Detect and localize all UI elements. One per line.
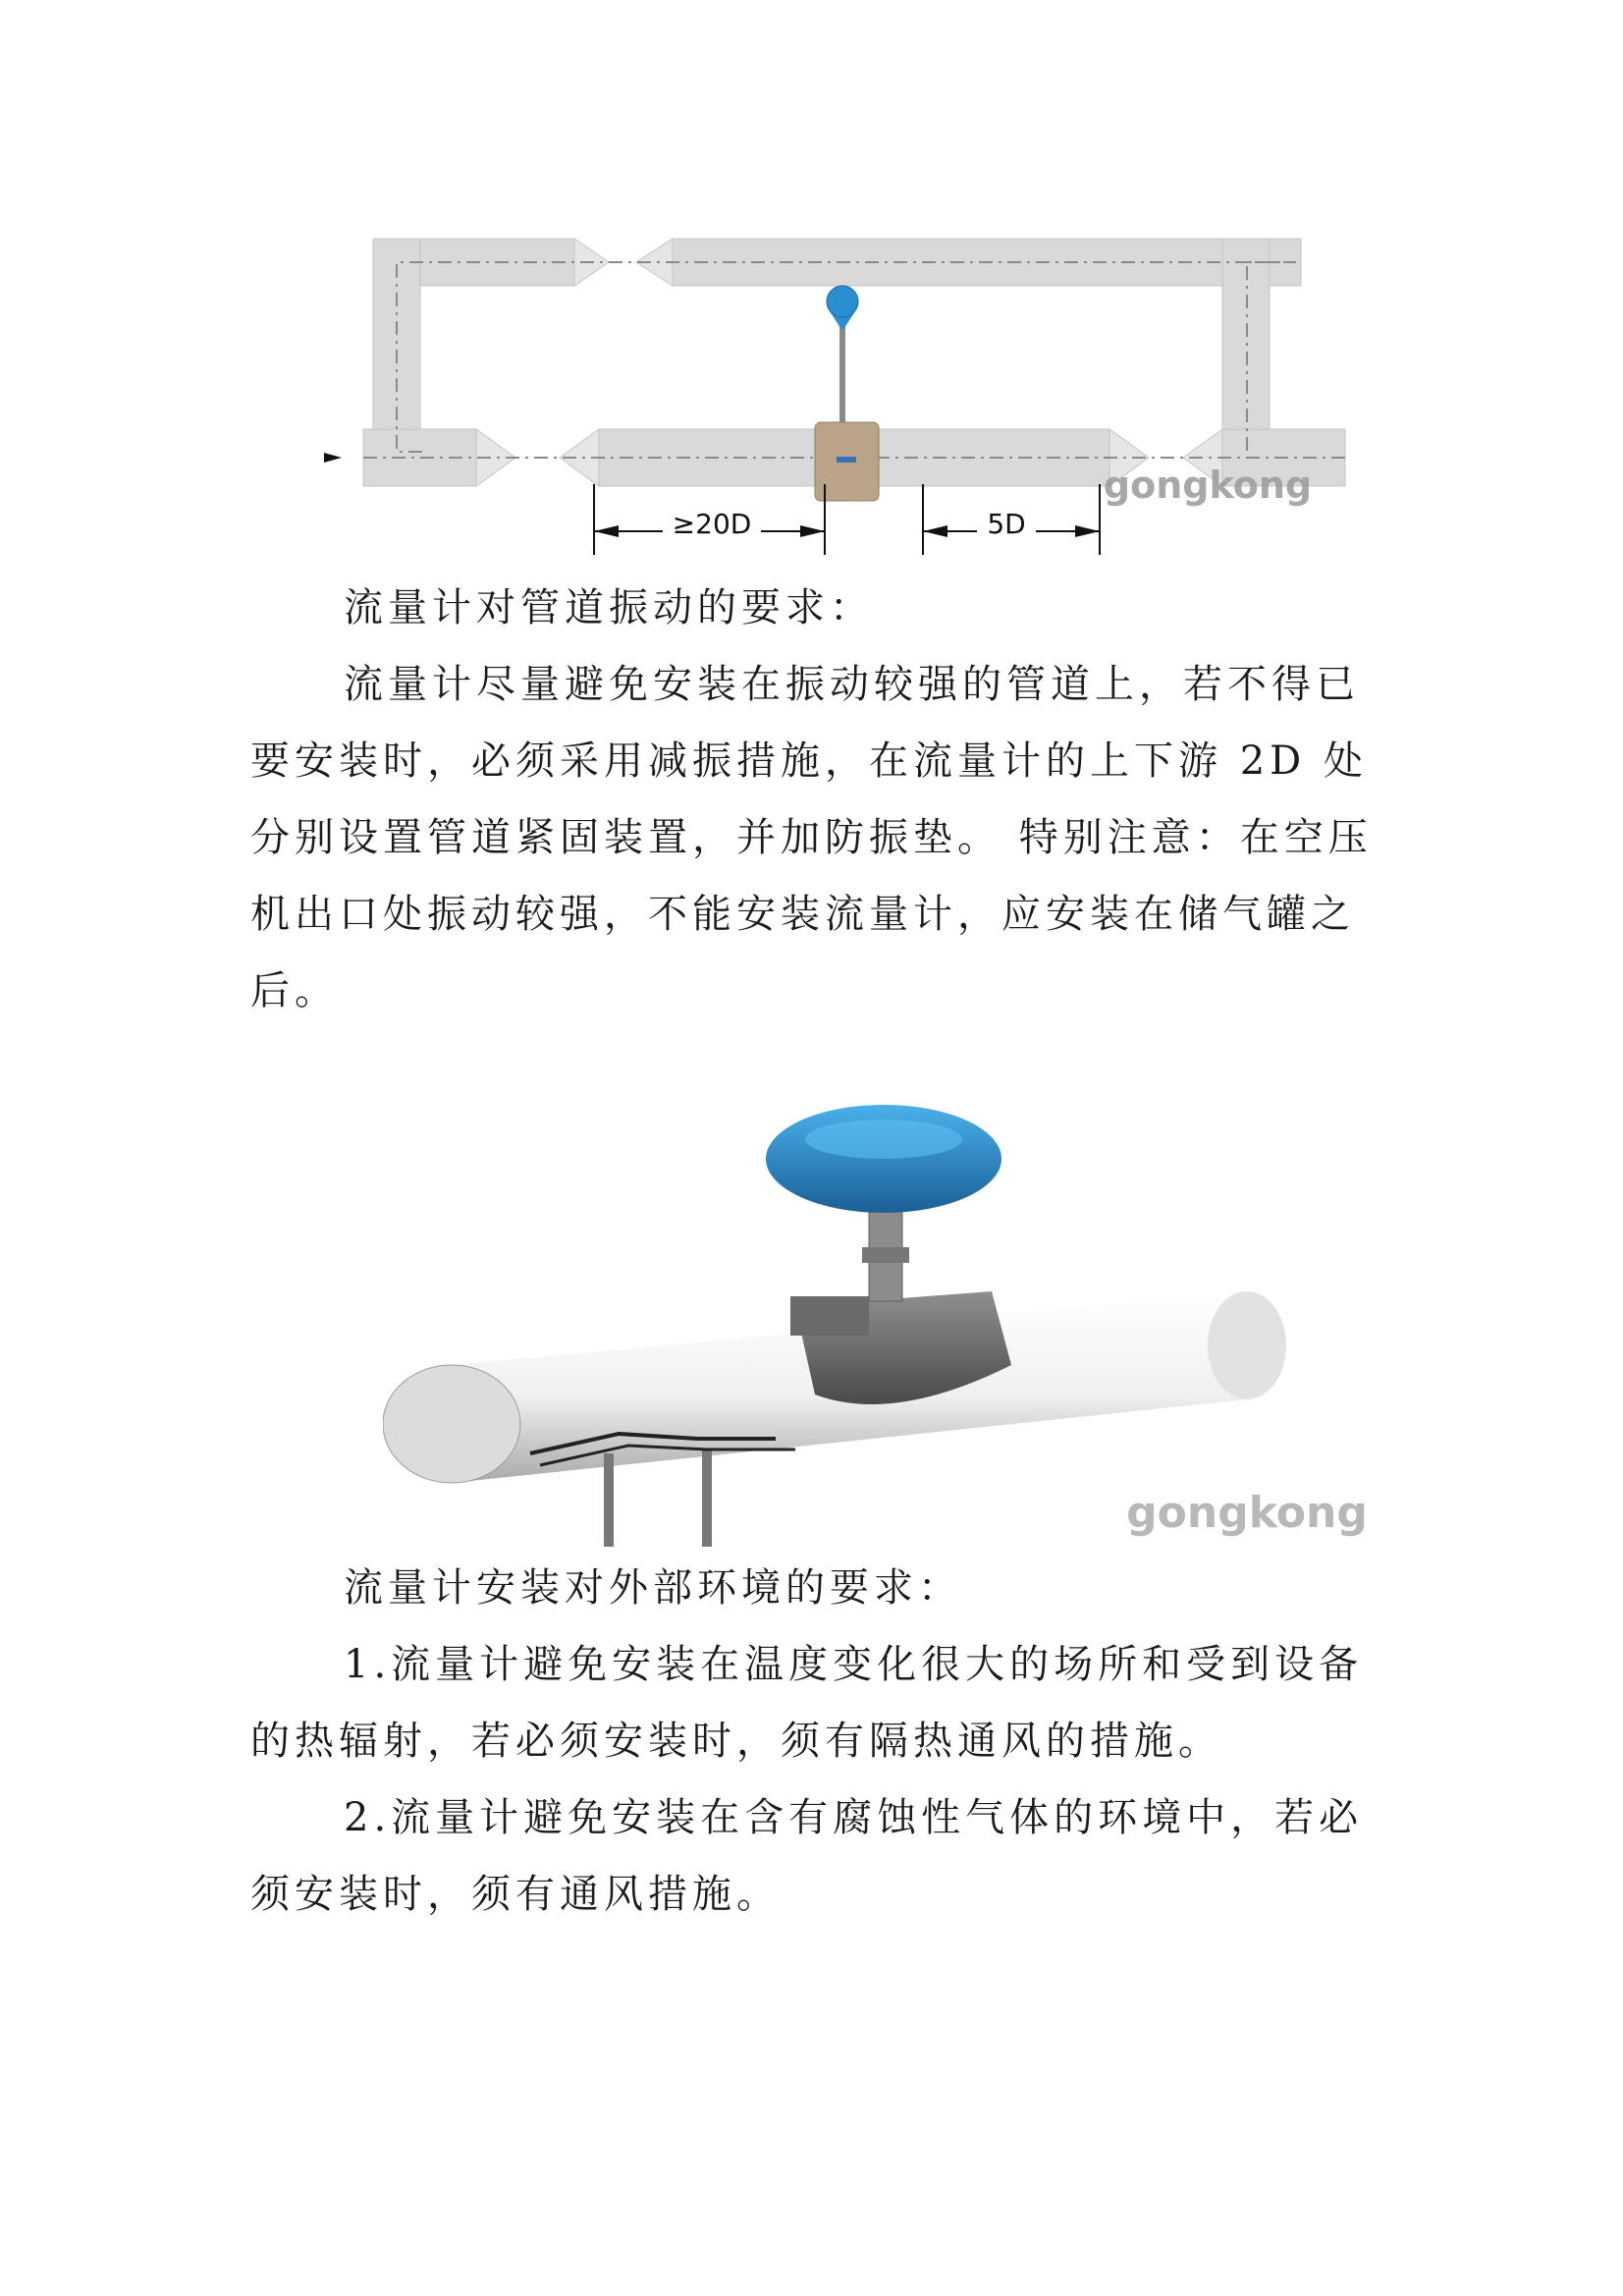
meter-head-highlight: [805, 1120, 962, 1159]
support-post-1: [604, 1453, 614, 1547]
environment-heading: 流量计安装对外部环境的要求：: [344, 1565, 962, 1611]
flow-arrow-icon: [324, 453, 342, 463]
meter-illustration: [383, 1100, 1394, 1557]
support-post-2: [702, 1449, 712, 1547]
watermark: gongkong: [1103, 464, 1313, 507]
dim-label-upstream: ≥20D: [672, 508, 752, 540]
pipe-far-end: [1208, 1291, 1286, 1399]
meter-label: [837, 457, 856, 463]
piping-diagram-svg: [324, 221, 1355, 565]
dim-arrow-1: [594, 525, 619, 537]
environment-item-2: 2.流量计避免安装在含有腐蚀性气体的环境中，若必须安装时，须有通风措施。: [250, 1795, 1364, 1917]
meter-stem-collar: [862, 1247, 909, 1263]
pipe-end: [383, 1365, 520, 1483]
dim-arrow-2: [800, 525, 825, 537]
dim-arrow-4: [1075, 525, 1100, 537]
environment-item-1: 1.流量计避免安装在温度变化很大的场所和受到设备的热辐射，若必须安装时，须有隔热通风的措施。: [250, 1642, 1364, 1764]
meter-head-icon: [827, 286, 858, 317]
watermark: gongkong: [1126, 1488, 1368, 1538]
meter-flange: [790, 1296, 869, 1336]
vibration-body: 流量计尽量避免安装在振动较强的管道上，若不得已要安装时，必须采用减振措施，在流量计的上下游 2D 处分别设置管道紧固装置，并加防振垫。 特别注意：在空压机出口处振动较强，不能安装流量计，应安装在储气罐之后。: [250, 662, 1373, 1013]
vibration-heading: 流量计对管道振动的要求：: [344, 585, 874, 630]
dim-label-downstream: 5D: [987, 508, 1026, 540]
piping-diagram: [324, 221, 1355, 565]
dim-arrow-3: [923, 525, 947, 537]
meter-illustration-svg: [383, 1100, 1394, 1557]
